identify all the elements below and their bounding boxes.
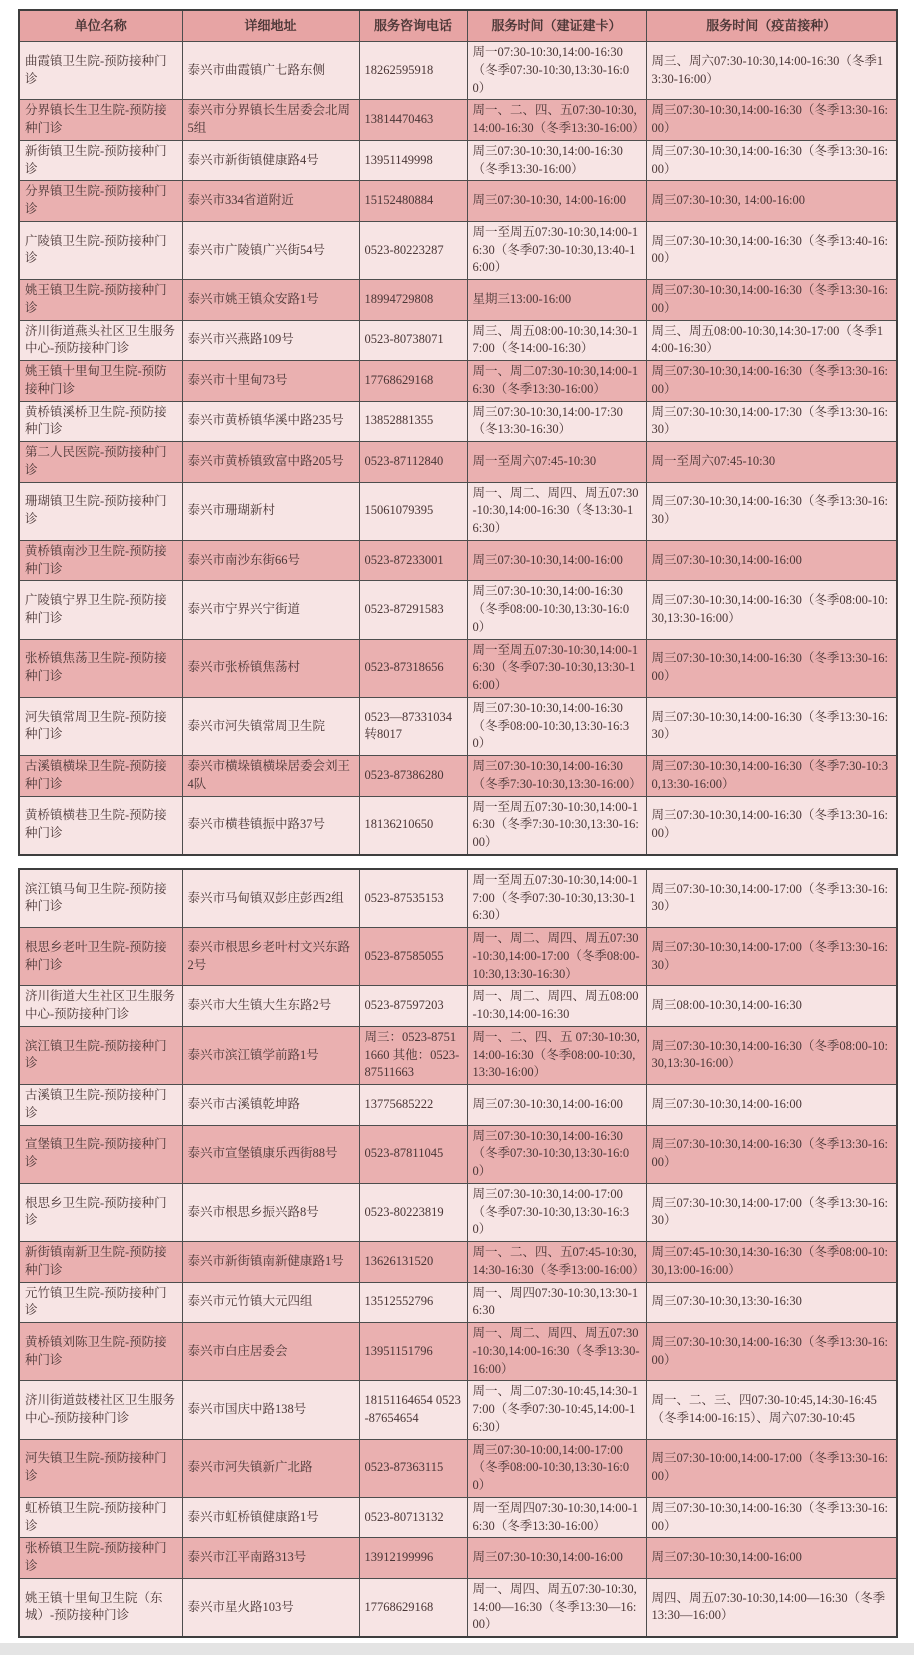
- service-time-card-cell: 周三07:30-10:30,14:00-16:30（冬季08:00-10:30,13:30-16:30）: [467, 697, 646, 755]
- address-cell: 泰兴市横巷镇振中路37号: [182, 796, 359, 855]
- service-time-card-cell: 周一、二、四、五 07:30-10:30,14:00-16:30（冬季08:00-10:30,13:30-16:00）: [467, 1026, 646, 1084]
- table-row: [19, 140, 897, 181]
- address-cell: 泰兴市根思乡老叶村文兴东路2号: [182, 928, 359, 986]
- table-row: [19, 221, 897, 279]
- service-time-vaccine-cell: 周三07:45-10:30,14:30-16:30（冬季08:00-10:30,13:00-16:00）: [646, 1242, 897, 1283]
- service-time-vaccine-cell: 周三07:30-10:30,14:00-16:30（冬季13:40-16:00）: [646, 221, 897, 279]
- phone-cell: 0523-80223819: [359, 1183, 467, 1241]
- unit-name-cell: 分界镇长生卫生院-预防接种门诊: [19, 100, 182, 141]
- service-time-vaccine-cell: 周一、二、三、四07:30-10:45,14:30-16:45（冬季14:00-16:15）、周六07:30-10:45: [646, 1381, 897, 1439]
- service-time-card-cell: 周三07:30-10:30,14:00-16:00: [467, 1538, 646, 1579]
- unit-name-cell: 济川街道大生社区卫生服务中心-预防接种门诊: [19, 986, 182, 1027]
- service-time-card-cell: 周三07:30-10:30, 14:00-16:00: [467, 181, 646, 222]
- phone-cell: 13951149998: [359, 140, 467, 181]
- service-time-vaccine-cell: 周三07:30-10:30,14:00-16:30（冬季13:30-16:00）: [646, 1125, 897, 1183]
- table-row: [19, 1538, 897, 1579]
- address-cell: 泰兴市横垛镇横垛居委会刘王4队: [182, 756, 359, 797]
- unit-name-cell: 根思乡卫生院-预防接种门诊: [19, 1183, 182, 1241]
- service-time-card-cell: 周一至周四07:30-10:30,14:00-16:30（冬季13:30-16:00）: [467, 1497, 646, 1538]
- table-row: [19, 320, 897, 361]
- service-time-card-cell: 周一至周五07:30-10:30,14:00-16:30（冬季7:30-10:30,13:30-16:00）: [467, 796, 646, 855]
- service-time-card-cell: 周三07:30-10:30,14:00-16:00: [467, 1085, 646, 1126]
- unit-name-cell: 珊瑚镇卫生院-预防接种门诊: [19, 482, 182, 540]
- service-time-card-cell: 周一、周二07:30-10:45,14:30-17:00（冬季07:30-10:45,14:00-16:30）: [467, 1381, 646, 1439]
- table-row: [19, 361, 897, 402]
- service-time-vaccine-cell: 周三07:30-10:30,14:00-16:30（冬季08:00-10:30,13:30-16:00）: [646, 581, 897, 639]
- unit-name-cell: 根思乡老叶卫生院-预防接种门诊: [19, 928, 182, 986]
- col-header-phone: 服务咨询电话: [359, 10, 467, 42]
- address-cell: 泰兴市黄桥镇致富中路205号: [182, 442, 359, 483]
- address-cell: 泰兴市白庄居委会: [182, 1323, 359, 1381]
- table-row: [19, 869, 897, 928]
- table-row: [19, 1578, 897, 1637]
- unit-name-cell: 姚王镇卫生院-预防接种门诊: [19, 280, 182, 321]
- unit-name-cell: 宣堡镇卫生院-预防接种门诊: [19, 1125, 182, 1183]
- service-time-card-cell: 周一07:30-10:30,14:00-16:30（冬季07:30-10:30,13:30-16:00）: [467, 42, 646, 100]
- table-row: [19, 1323, 897, 1381]
- col-header-service-time-vaccine: 服务时间（疫苗接种）: [646, 10, 897, 42]
- service-time-vaccine-cell: 周三07:30-10:30,14:00-16:30（冬季13:30-16:30）: [646, 697, 897, 755]
- service-time-vaccine-cell: 周三07:30-10:30,14:00-16:00: [646, 540, 897, 581]
- address-cell: 泰兴市十里甸73号: [182, 361, 359, 402]
- table-row: [19, 181, 897, 222]
- unit-name-cell: 滨江镇卫生院-预防接种门诊: [19, 1026, 182, 1084]
- table-row: [19, 928, 897, 986]
- table-row: [19, 1439, 897, 1497]
- unit-name-cell: 河失镇常周卫生院-预防接种门诊: [19, 697, 182, 755]
- unit-name-cell: 河失镇卫生院-预防接种门诊: [19, 1439, 182, 1497]
- service-time-card-cell: 周一至周五07:30-10:30,14:00-17:00（冬季07:30-10:30,13:30-16:30）: [467, 869, 646, 928]
- table-row: [19, 1026, 897, 1084]
- address-cell: 泰兴市宁界兴宁街道: [182, 581, 359, 639]
- unit-name-cell: 广陵镇卫生院-预防接种门诊: [19, 221, 182, 279]
- phone-cell: 13626131520: [359, 1242, 467, 1283]
- phone-cell: 0523-87318656: [359, 639, 467, 697]
- phone-cell: 13775685222: [359, 1085, 467, 1126]
- address-cell: 泰兴市黄桥镇华溪中路235号: [182, 401, 359, 442]
- phone-cell: 0523-87585055: [359, 928, 467, 986]
- unit-name-cell: 张桥镇焦荡卫生院-预防接种门诊: [19, 639, 182, 697]
- phone-cell: 18151164654 0523-87654654: [359, 1381, 467, 1439]
- service-time-card-cell: 周一、周二、周四、周五08:00-10:30,14:00-16:30: [467, 986, 646, 1027]
- address-cell: 泰兴市虹桥镇健康路1号: [182, 1497, 359, 1538]
- service-time-card-cell: 周一至周六07:45-10:30: [467, 442, 646, 483]
- phone-cell: 0523-80738071: [359, 320, 467, 361]
- unit-name-cell: 黄桥镇横巷卫生院-预防接种门诊: [19, 796, 182, 855]
- address-cell: 泰兴市姚王镇众安路1号: [182, 280, 359, 321]
- vaccination-clinic-table-bottom: [18, 868, 898, 1638]
- service-time-card-cell: 周三07:30-10:00,14:00-17:00（冬季08:00-10:30,13:30-16:00）: [467, 1439, 646, 1497]
- col-header-address: 详细地址: [182, 10, 359, 42]
- table-row: [19, 639, 897, 697]
- unit-name-cell: 滨江镇马甸卫生院-预防接种门诊: [19, 869, 182, 928]
- service-time-card-cell: 周一、周二、周四、周五07:30-10:30,14:00-16:30（冬季13:30-16:00）: [467, 1323, 646, 1381]
- service-time-vaccine-cell: 周三07:30-10:30,14:00-17:00（冬季13:30-16:30）: [646, 869, 897, 928]
- address-cell: 泰兴市江平南路313号: [182, 1538, 359, 1579]
- phone-cell: 周三：0523-87511660 其他：0523-87511663: [359, 1026, 467, 1084]
- service-time-vaccine-cell: 周四、周五07:30-10:30,14:00—16:30（冬季13:30—16:00）: [646, 1578, 897, 1637]
- unit-name-cell: 广陵镇宁界卫生院-预防接种门诊: [19, 581, 182, 639]
- address-cell: 泰兴市根思乡振兴路8号: [182, 1183, 359, 1241]
- service-time-card-cell: 周三07:30-10:30,14:00-16:30（冬季07:30-10:30,13:30-16:00）: [467, 1125, 646, 1183]
- phone-cell: 13814470463: [359, 100, 467, 141]
- service-time-vaccine-cell: 周三07:30-10:30,14:00-16:30（冬季13:30-16:00）: [646, 1323, 897, 1381]
- table-row: [19, 1282, 897, 1323]
- unit-name-cell: 张桥镇卫生院-预防接种门诊: [19, 1538, 182, 1579]
- address-cell: 泰兴市国庆中路138号: [182, 1381, 359, 1439]
- address-cell: 泰兴市大生镇大生东路2号: [182, 986, 359, 1027]
- service-time-card-cell: 周三07:30-10:30,14:00-16:30（冬季08:00-10:30,13:30-16:00）: [467, 581, 646, 639]
- unit-name-cell: 济川街道燕头社区卫生服务中心-预防接种门诊: [19, 320, 182, 361]
- phone-cell: 0523—87331034转8017: [359, 697, 467, 755]
- address-cell: 泰兴市滨江镇学前路1号: [182, 1026, 359, 1084]
- address-cell: 泰兴市南沙东街66号: [182, 540, 359, 581]
- phone-cell: 15152480884: [359, 181, 467, 222]
- service-time-card-cell: 周三07:30-10:30,14:00-17:30（冬13:30-16:30）: [467, 401, 646, 442]
- address-cell: 泰兴市兴燕路109号: [182, 320, 359, 361]
- table-row: [19, 482, 897, 540]
- unit-name-cell: 济川街道鼓楼社区卫生服务中心-预防接种门诊: [19, 1381, 182, 1439]
- service-time-card-cell: 周三07:30-10:30,14:00-16:30（冬季13:30-16:00）: [467, 140, 646, 181]
- table-row: [19, 401, 897, 442]
- phone-cell: 0523-87291583: [359, 581, 467, 639]
- col-header-service-time-card: 服务时间（建证建卡）: [467, 10, 646, 42]
- header-row: [19, 10, 897, 42]
- address-cell: 泰兴市马甸镇双彭庄彭西2组: [182, 869, 359, 928]
- phone-cell: 0523-87386280: [359, 756, 467, 797]
- unit-name-cell: 虹桥镇卫生院-预防接种门诊: [19, 1497, 182, 1538]
- phone-cell: 13912199996: [359, 1538, 467, 1579]
- table-row: [19, 986, 897, 1027]
- address-cell: 泰兴市张桥镇焦荡村: [182, 639, 359, 697]
- service-time-vaccine-cell: 周三07:30-10:30,14:00-17:00（冬季13:30-16:30）: [646, 1183, 897, 1241]
- col-header-unit-name: 单位名称: [19, 10, 182, 42]
- unit-name-cell: 新街镇卫生院-预防接种门诊: [19, 140, 182, 181]
- table-row: [19, 1125, 897, 1183]
- address-cell: 泰兴市元竹镇大元四组: [182, 1282, 359, 1323]
- footer-strip: [0, 1643, 914, 1655]
- table-row: [19, 280, 897, 321]
- service-time-card-cell: 周一、二、四、五07:45-10:30,14:30-16:30（冬季13:00-16:00）: [467, 1242, 646, 1283]
- unit-name-cell: 姚王镇十里甸卫生院（东城）-预防接种门诊: [19, 1578, 182, 1637]
- address-cell: 泰兴市334省道附近: [182, 181, 359, 222]
- service-time-vaccine-cell: 周三07:30-10:30,14:00-16:30（冬季13:30-16:00）: [646, 280, 897, 321]
- phone-cell: 17768629168: [359, 361, 467, 402]
- unit-name-cell: 姚王镇十里甸卫生院-预防接种门诊: [19, 361, 182, 402]
- phone-cell: 0523-87363115: [359, 1439, 467, 1497]
- unit-name-cell: 元竹镇卫生院-预防接种门诊: [19, 1282, 182, 1323]
- service-time-vaccine-cell: 周三07:30-10:30, 14:00-16:00: [646, 181, 897, 222]
- service-time-card-cell: 周一至周五07:30-10:30,14:00-16:30（冬季07:30-10:30,13:40-16:00）: [467, 221, 646, 279]
- unit-name-cell: 黄桥镇刘陈卫生院-预防接种门诊: [19, 1323, 182, 1381]
- address-cell: 泰兴市星火路103号: [182, 1578, 359, 1637]
- unit-name-cell: 黄桥镇南沙卫生院-预防接种门诊: [19, 540, 182, 581]
- service-time-vaccine-cell: 周一至周六07:45-10:30: [646, 442, 897, 483]
- unit-name-cell: 古溪镇卫生院-预防接种门诊: [19, 1085, 182, 1126]
- address-cell: 泰兴市河失镇常周卫生院: [182, 697, 359, 755]
- unit-name-cell: 曲霞镇卫生院-预防接种门诊: [19, 42, 182, 100]
- address-cell: 泰兴市广陵镇广兴街54号: [182, 221, 359, 279]
- service-time-card-cell: 周三07:30-10:30,14:00-16:30（冬季7:30-10:30,13:30-16:00）: [467, 756, 646, 797]
- service-time-card-cell: 星期三13:00-16:00: [467, 280, 646, 321]
- service-time-card-cell: 周一、周二、周四、周五07:30-10:30,14:00-16:30（冬13:30-16:30）: [467, 482, 646, 540]
- address-cell: 泰兴市新街镇南新健康路1号: [182, 1242, 359, 1283]
- address-cell: 泰兴市河失镇新广北路: [182, 1439, 359, 1497]
- address-cell: 泰兴市宣堡镇康乐西街88号: [182, 1125, 359, 1183]
- table-row: [19, 442, 897, 483]
- table-row: [19, 581, 897, 639]
- service-time-card-cell: 周三、周五08:00-10:30,14:30-17:00（冬14:00-16:30）: [467, 320, 646, 361]
- service-time-vaccine-cell: 周三07:30-10:30,14:00-17:30（冬季13:30-16:30）: [646, 401, 897, 442]
- address-cell: 泰兴市新街镇健康路4号: [182, 140, 359, 181]
- unit-name-cell: 黄桥镇溪桥卫生院-预防接种门诊: [19, 401, 182, 442]
- vaccination-clinic-table-top: [18, 9, 898, 856]
- service-time-card-cell: 周三07:30-10:30,14:00-17:00（冬季07:30-10:30,13:30-16:30）: [467, 1183, 646, 1241]
- phone-cell: 0523-87535153: [359, 869, 467, 928]
- unit-name-cell: 第二人民医院-预防接种门诊: [19, 442, 182, 483]
- table-row: [19, 42, 897, 100]
- address-cell: 泰兴市珊瑚新村: [182, 482, 359, 540]
- unit-name-cell: 新街镇南新卫生院-预防接种门诊: [19, 1242, 182, 1283]
- service-time-vaccine-cell: 周三07:30-10:00,14:00-17:00（冬季13:30-16:00）: [646, 1439, 897, 1497]
- unit-name-cell: 分界镇卫生院-预防接种门诊: [19, 181, 182, 222]
- service-time-vaccine-cell: 周三07:30-10:30,13:30-16:30: [646, 1282, 897, 1323]
- service-time-vaccine-cell: 周三、周六07:30-10:30,14:00-16:30（冬季13:30-16:00）: [646, 42, 897, 100]
- phone-cell: 18994729808: [359, 280, 467, 321]
- table-header-row: [19, 10, 897, 42]
- table-row: [19, 697, 897, 755]
- phone-cell: 18262595918: [359, 42, 467, 100]
- phone-cell: 0523-87597203: [359, 986, 467, 1027]
- table-row: [19, 1242, 897, 1283]
- phone-cell: 0523-80223287: [359, 221, 467, 279]
- phone-cell: 17768629168: [359, 1578, 467, 1637]
- service-time-vaccine-cell: 周三07:30-10:30,14:00-16:30（冬季13:30-16:00）: [646, 639, 897, 697]
- table-row: [19, 1381, 897, 1439]
- phone-cell: 18136210650: [359, 796, 467, 855]
- phone-cell: 0523-87112840: [359, 442, 467, 483]
- service-time-card-cell: 周一、周四、周五07:30-10:30,14:00—16:30（冬季13:30—16:00）: [467, 1578, 646, 1637]
- service-time-vaccine-cell: 周三、周五08:00-10:30,14:30-17:00（冬季14:00-16:30）: [646, 320, 897, 361]
- table-row: [19, 1497, 897, 1538]
- phone-cell: 13852881355: [359, 401, 467, 442]
- phone-cell: 0523-80713132: [359, 1497, 467, 1538]
- address-cell: 泰兴市分界镇长生居委会北周5组: [182, 100, 359, 141]
- table-body-bottom: [19, 869, 897, 1637]
- service-time-vaccine-cell: 周三07:30-10:30,14:00-16:30（冬季13:30-16:00）: [646, 140, 897, 181]
- table-row: [19, 756, 897, 797]
- table-row: [19, 100, 897, 141]
- table-row: [19, 540, 897, 581]
- service-time-vaccine-cell: 周三07:30-10:30,14:00-16:30（冬季13:30-16:00）: [646, 1497, 897, 1538]
- service-time-card-cell: 周一、周二07:30-10:30,14:00-16:30（冬季13:30-16:00）: [467, 361, 646, 402]
- service-time-vaccine-cell: 周三07:30-10:30,14:00-16:30（冬季13:30-16:00）: [646, 361, 897, 402]
- service-time-vaccine-cell: 周三07:30-10:30,14:00-16:00: [646, 1085, 897, 1126]
- service-time-vaccine-cell: 周三07:30-10:30,14:00-16:30（冬季13:30-16:30）: [646, 482, 897, 540]
- service-time-vaccine-cell: 周三07:30-10:30,14:00-16:30（冬季13:30-16:00）: [646, 100, 897, 141]
- phone-cell: 0523-87233001: [359, 540, 467, 581]
- service-time-vaccine-cell: 周三07:30-10:30,14:00-17:00（冬季13:30-16:30）: [646, 928, 897, 986]
- address-cell: 泰兴市曲霞镇广七路东侧: [182, 42, 359, 100]
- table-row: [19, 1085, 897, 1126]
- address-cell: 泰兴市古溪镇乾坤路: [182, 1085, 359, 1126]
- table-gap: [18, 856, 896, 868]
- service-time-vaccine-cell: 周三08:00-10:30,14:00-16:30: [646, 986, 897, 1027]
- table-row: [19, 1183, 897, 1241]
- phone-cell: 13951151796: [359, 1323, 467, 1381]
- service-time-card-cell: 周一、周二、周四、周五07:30-10:30,14:00-17:00（冬季08:00-10:30,13:30-16:30）: [467, 928, 646, 986]
- service-time-card-cell: 周一至周五07:30-10:30,14:00-16:30（冬季07:30-10:30,13:30-16:00）: [467, 639, 646, 697]
- unit-name-cell: 古溪镇横垛卫生院-预防接种门诊: [19, 756, 182, 797]
- service-time-card-cell: 周一、二、四、五07:30-10:30,14:00-16:30（冬季13:30-16:00）: [467, 100, 646, 141]
- service-time-card-cell: 周三07:30-10:30,14:00-16:00: [467, 540, 646, 581]
- service-time-vaccine-cell: 周三07:30-10:30,14:00-16:30（冬季7:30-10:30,13:30-16:00）: [646, 756, 897, 797]
- service-time-vaccine-cell: 周三07:30-10:30,14:00-16:30（冬季13:30-16:00）: [646, 796, 897, 855]
- service-time-vaccine-cell: 周三07:30-10:30,14:00-16:00: [646, 1538, 897, 1579]
- phone-cell: 0523-87811045: [359, 1125, 467, 1183]
- service-time-vaccine-cell: 周三07:30-10:30,14:00-16:30（冬季08:00-10:30,13:30-16:00）: [646, 1026, 897, 1084]
- phone-cell: 13512552796: [359, 1282, 467, 1323]
- phone-cell: 15061079395: [359, 482, 467, 540]
- table-row: [19, 796, 897, 855]
- service-time-card-cell: 周一、周四07:30-10:30,13:30-16:30: [467, 1282, 646, 1323]
- table-body-top: [19, 42, 897, 855]
